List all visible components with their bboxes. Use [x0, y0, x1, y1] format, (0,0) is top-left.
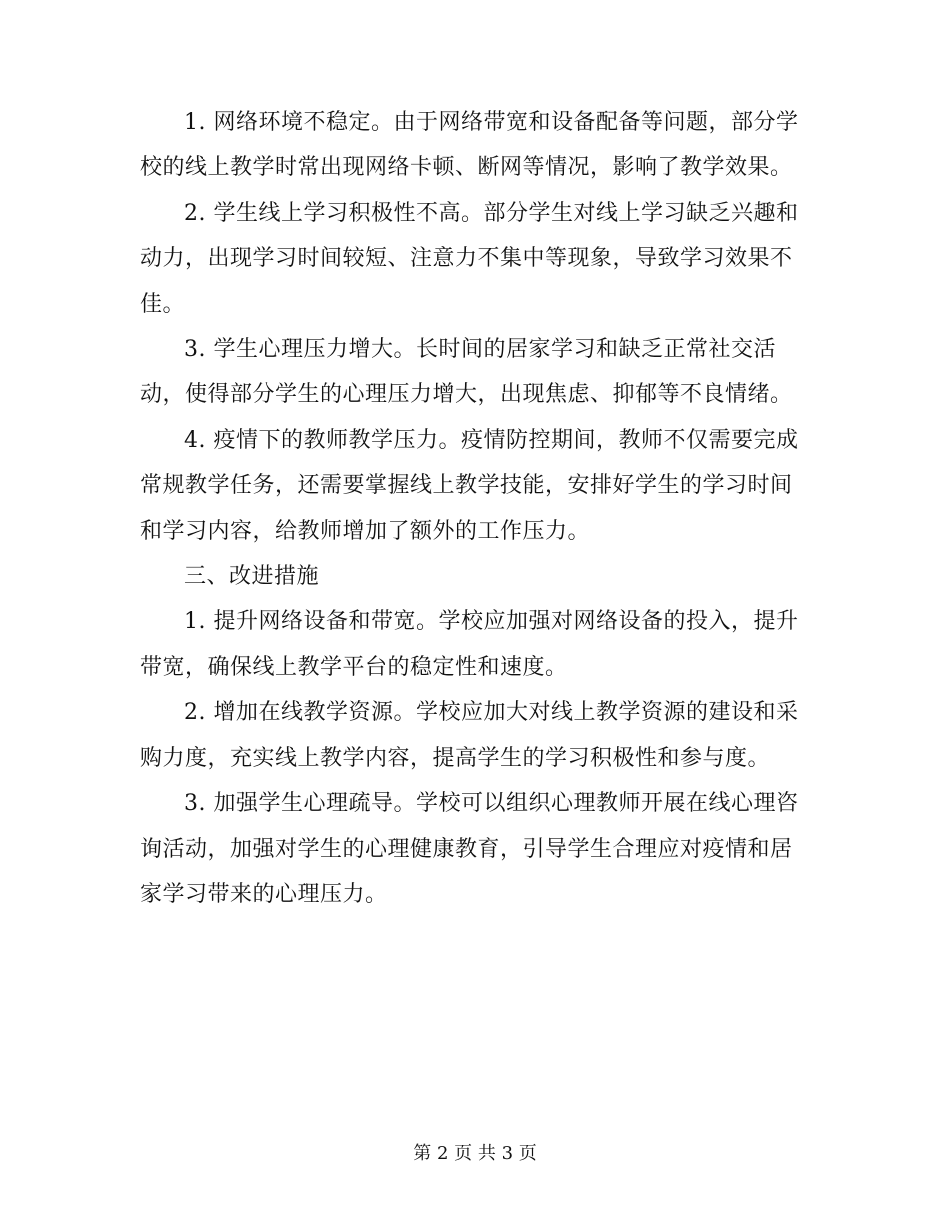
page-number-footer: 第 2 页 共 3 页	[413, 1143, 537, 1164]
measure-paragraph-1: 1. 提升网络设备和带宽。学校应加强对网络设备的投入，提升带宽，确保线上教学平台的稳定性和速度。	[140, 609, 799, 680]
problem-paragraph-1: 1. 网络环境不稳定。由于网络带宽和设备配备等问题，部分学校的线上教学时常出现网络卡顿、断网等情况，影响了教学效果。	[140, 110, 799, 181]
section-heading: 三、改进措施	[184, 564, 320, 590]
problem-paragraph-4: 4. 疫情下的教师教学压力。疫情防控期间，教师不仅需要完成常规教学任务，还需要掌握线上教学技能，安排好学生的学习时间和学习内容，给教师增加了额外的工作压力。	[140, 427, 799, 544]
measure-paragraph-3: 3. 加强学生心理疏导。学校可以组织心理教师开展在线心理咨询活动，加强对学生的心理健康教育，引导学生合理应对疫情和居家学习带来的心理压力。	[140, 791, 799, 907]
measure-paragraph-2: 2. 增加在线教学资源。学校应加大对线上教学资源的建设和采购力度，充实线上教学内容，提高学生的学习积极性和参与度。	[140, 700, 799, 771]
problem-paragraph-3: 3. 学生心理压力增大。长时间的居家学习和缺乏正常社交活动，使得部分学生的心理压力增大，出现焦虑、抑郁等不良情绪。	[140, 337, 793, 408]
document-body	[140, 100, 810, 917]
problem-paragraph-2: 2. 学生线上学习积极性不高。部分学生对线上学习缺乏兴趣和动力，出现学习时间较短、注意力不集中等现象，导致学习效果不佳。	[140, 200, 799, 317]
